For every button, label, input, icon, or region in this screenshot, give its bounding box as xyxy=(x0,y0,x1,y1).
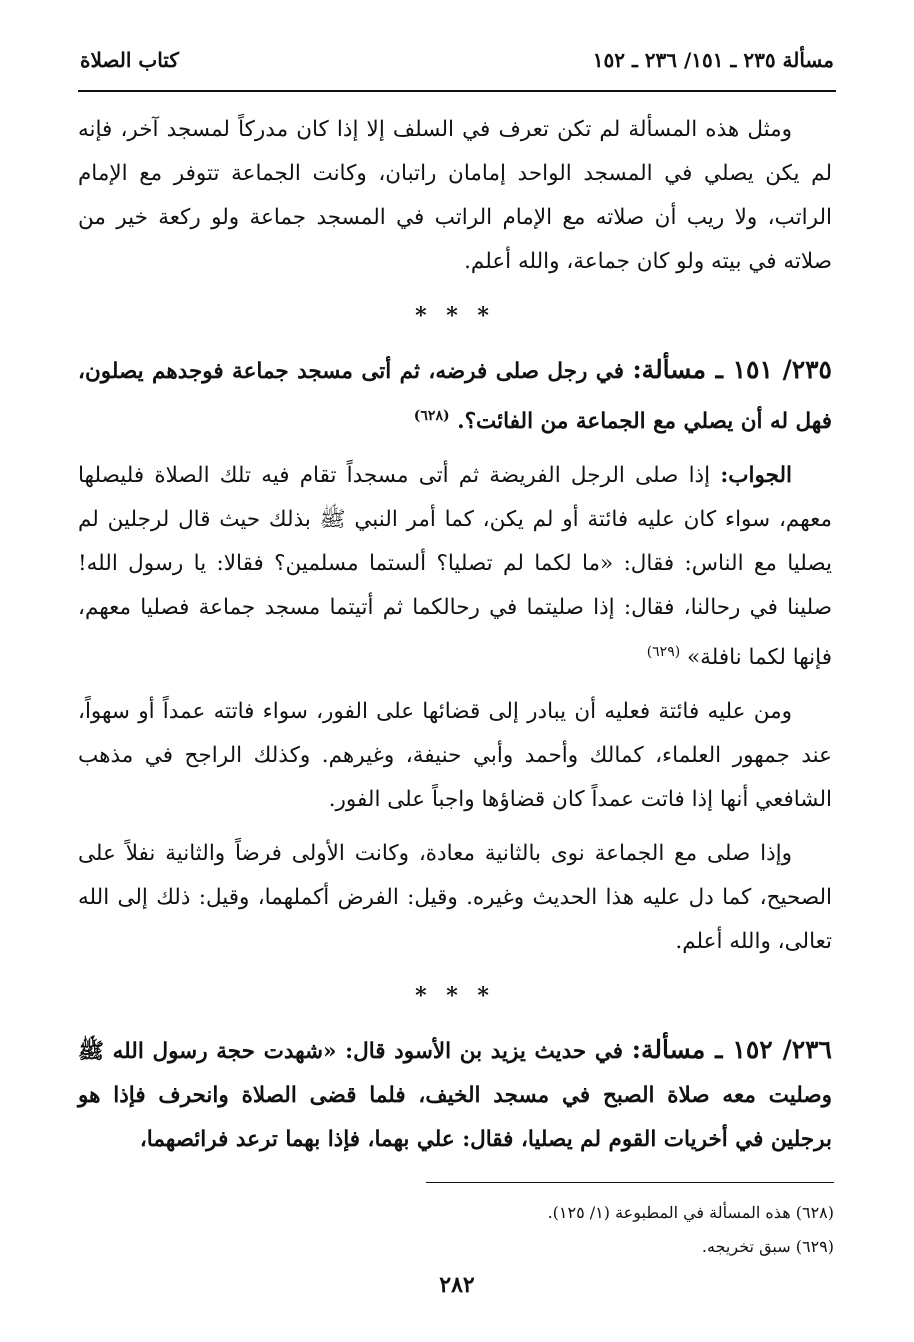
page-header xyxy=(80,40,834,80)
question-236 xyxy=(78,1028,832,1162)
question-236-number: ٢٣٦/ ١٥٢ ـ مسألة: xyxy=(631,1035,832,1065)
footnote-629: (٦٢٩) سبق تخريجه. xyxy=(701,1237,834,1256)
main-text xyxy=(78,108,832,1172)
section-separator: * * * xyxy=(415,983,495,1010)
paragraph-intro: ومثل هذه المسألة لم تكن تعرف في السلف إلا إذا كان مدركاً لمسجد آخر، فإنه لم يكن يصلي في المسجد الواحد إمامان راتبان، وكانت الجماعة تتوفر مع الإمام الراتب، ولا ريب أن صلاته مع الإمام الراتب في المسجد جماعة ولو ركعة خير من صلاته في بيته ولو كان جماعة، والله أعلم. xyxy=(78,117,832,274)
question-236-text: في حديث يزيد بن الأسود قال: «شهدت حجة رسول الله ﷺ وصليت معه صلاة الصبح في مسجد الخيف، فلما قضى الصلاة وانحرف فإذا هو برجلين في أخريات القوم لم يصليا، فقال: علي بهما، فإذا بهما ترعد فرائصهما، xyxy=(78,1039,832,1153)
answer-text: إذا صلى الرجل الفريضة ثم أتى مسجداً تقام فيه تلك الصلاة فليصلها معهم، سواء كان عليه فائتة أو لم يكن، كما أمر النبي ﷺ بذلك حيث قال لرجلين لم يصليا مع الناس: فقال: «ما لكما لم تصليا؟ ألستما مسلمين؟ فقالا: يا رسول الله! صلينا في رحالنا، فقال: إذا صليتما في رحالكما ثم أتيتما مسجد جماعة فصليا معهم، فإنها لكما نافلة» xyxy=(78,463,832,671)
footnotes xyxy=(80,1196,834,1264)
footnote-628: (٦٢٨) هذه المسألة في المطبوعة (١/ ١٢٥). xyxy=(547,1203,834,1222)
answer-lead: الجواب: xyxy=(720,463,792,489)
footnote-ref-628: (٦٢٨) xyxy=(413,408,450,424)
header-divider xyxy=(78,90,836,92)
section-separator: * * * xyxy=(415,303,495,329)
question-235 xyxy=(78,348,832,444)
footnote-divider xyxy=(426,1182,834,1183)
book-title-header: كتاب الصلاة xyxy=(80,48,179,72)
issues-range-header: مسألة ٢٣٥ ـ ١٥١/ ٢٣٦ ـ ١٥٢ xyxy=(592,48,834,72)
footnote-ref-629: (٦٢٩) xyxy=(646,644,681,661)
question-235-number: ٢٣٥/ ١٥١ ـ مسألة: xyxy=(632,355,832,384)
question-235-text: في رجل صلى فرضه، ثم أتى مسجد جماعة فوجدهم يصلون، فهل له أن يصلي مع الجماعة من الفائت؟. xyxy=(78,359,832,435)
paragraph-missed-prayer: ومن عليه فائتة فعليه أن يبادر إلى قضائها على الفور، سواء فاتته عمداً أو سهواً، عند جمهور العلماء، كمالك وأحمد وأبي حنيفة، وغيرهم. وكذلك الراجح في مذهب الشافعي أنها إذا فاتت عمداً كان قضاؤها واجباً على الفور. xyxy=(78,699,832,813)
paragraph-intention: وإذا صلى مع الجماعة نوى بالثانية معادة، وكانت الأولى فرضاً والثانية نفلاً على الصحيح، كما دل عليه هذا الحديث وغيره. وقيل: الفرض أكملهما، وقيل: ذلك إلى الله تعالى، والله أعلم. xyxy=(78,841,832,955)
answer-paragraph xyxy=(78,454,832,680)
page-number: ٢٨٢ xyxy=(439,1272,475,1298)
